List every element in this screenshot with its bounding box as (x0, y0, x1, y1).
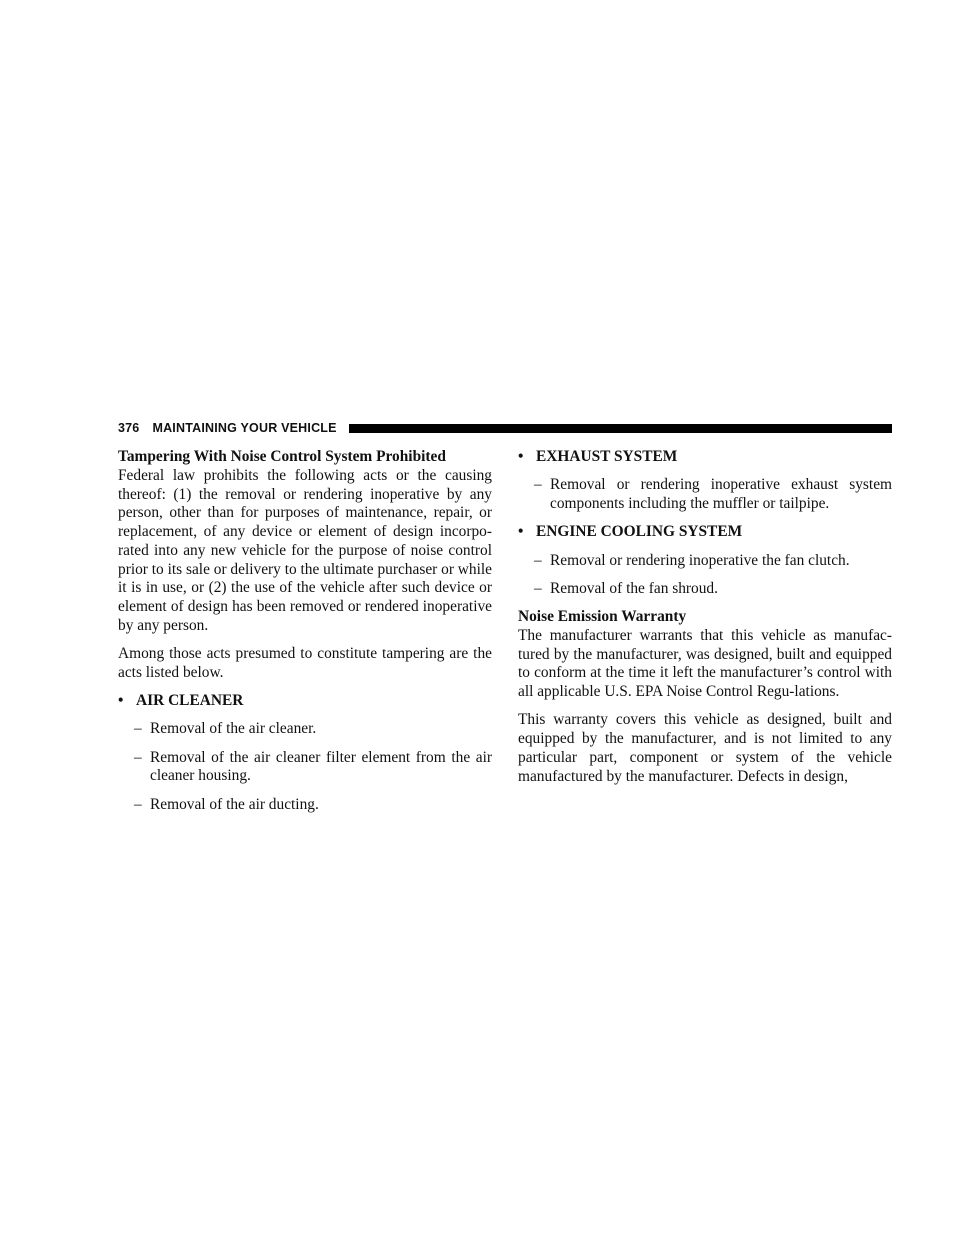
list-item (518, 552, 892, 571)
warranty-paragraph: The manufacturer warrants that this vehicle as manufac-tured by the manufacturer, was designed, built and equipped to conform at the time it left the manufacturer’s control with all applicable U.S. EPA Noise Control Regu-lations. (518, 626, 892, 700)
bullet-mark: • (518, 448, 524, 465)
bullet-air-cleaner (118, 692, 492, 711)
warranty-coverage-paragraph: This warranty covers this vehicle as designed, built and equipped by the manufacturer, and is not limited to any particular part, component or system of the vehicle manufactured by the manufacturer. Defects in design, (518, 711, 892, 785)
list-item (118, 720, 492, 739)
dash-mark: – (134, 748, 142, 766)
page-number: 376 (118, 421, 140, 435)
dash-mark: – (134, 795, 142, 813)
bullet-exhaust-system (518, 448, 892, 467)
bullet-title: EXHAUST SYSTEM (536, 448, 678, 465)
bullet-engine-cooling-system (518, 523, 892, 542)
page-header (118, 420, 892, 436)
section-title: MAINTAINING YOUR VEHICLE (152, 421, 337, 435)
header-rule (349, 424, 892, 433)
list-item (118, 796, 492, 815)
dash-mark: – (534, 476, 542, 494)
list-item (518, 476, 892, 514)
left-column (118, 448, 492, 814)
list-item-text: Removal of the fan shroud. (550, 579, 718, 597)
list-item (518, 580, 892, 599)
warranty-heading: Noise Emission Warranty (518, 608, 687, 625)
bullet-title: ENGINE COOLING SYSTEM (536, 523, 743, 541)
dash-mark: – (534, 551, 542, 569)
list-item (118, 749, 492, 787)
tampering-acts-intro: Among those acts presumed to constitute tampering are the acts listed below. (118, 645, 492, 681)
list-item-text: Removal of the air ducting. (150, 795, 319, 813)
tampering-paragraph: Federal law prohibits the following acts or the causing thereof: (1) the removal or rendering inoperative by any person, other than for purposes of maintenance, repair, or replacement, of any device or element of design incorpo-rated into any new vehicle for the purpose of noise control prior to its sale or delivery to the ultimate purchaser or while it is in use, or (2) the use of the vehicle after such device or element of design has been removed or rendered inoperative by any person. (118, 466, 492, 634)
dash-mark: – (534, 579, 542, 597)
list-item-text: Removal or rendering inoperative the fan clutch. (550, 551, 850, 569)
list-item-text: Removal of the air cleaner. (150, 720, 317, 738)
list-item-text: Removal of the air cleaner filter element from the air cleaner housing. (150, 748, 492, 785)
bullet-mark: • (518, 523, 524, 541)
bullet-mark: • (118, 692, 124, 709)
right-column (518, 448, 892, 786)
dash-mark: – (134, 720, 142, 738)
list-item-text: Removal or rendering inoperative exhaust system components including the muffler or tailpipe. (550, 476, 892, 512)
tampering-heading: Tampering With Noise Control System Prohibited (118, 448, 446, 465)
bullet-title: AIR CLEANER (136, 692, 244, 709)
